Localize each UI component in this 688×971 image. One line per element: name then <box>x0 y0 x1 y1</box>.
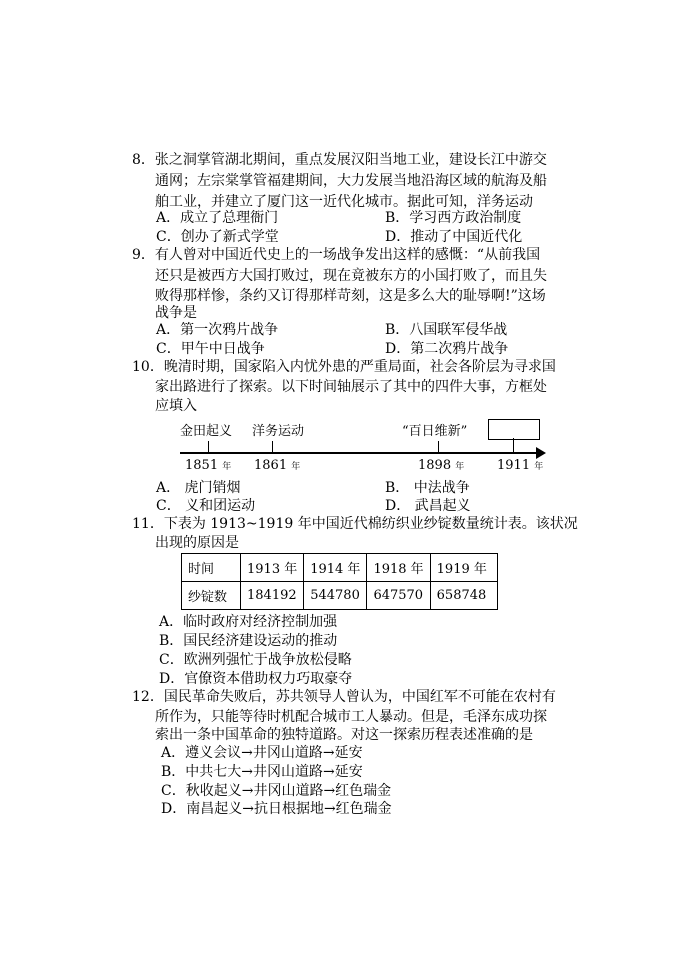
q8-option-d[interactable]: D．推动了中国近代化 <box>385 229 523 245</box>
q12-option-d[interactable]: D．南昌起义→抗日根据地→红色瑞金 <box>161 801 392 817</box>
q8-line-1: 8．张之洞掌管湖北期间，重点发展汉阳当地工业，建设长江中游交 <box>132 152 547 168</box>
q10-line-2: 家出路进行了探索。以下时间轴展示了其中的四件大事，方框处 <box>155 379 547 395</box>
q11-option-c[interactable]: C．欧洲列强忙于战争放松侵略 <box>159 652 352 668</box>
table-header-row <box>182 554 498 582</box>
q9-option-a[interactable]: A．第一次鸦片战争 <box>156 322 279 338</box>
q11-option-d[interactable]: D．官僚资本借助权力巧取豪夺 <box>159 671 353 687</box>
q9-line-2: 还只是被西方大国打败过，现在竟被东方的小国打败了，而且失 <box>155 268 547 284</box>
timeline-event-bairi: “百日维新” <box>402 424 468 439</box>
q12-option-c[interactable]: C．秋收起义→井冈山道路→红色瑞金 <box>161 783 392 799</box>
q10-line-1: 10．晚清时期，国家陷入内忧外患的严重局面，社会各阶层为寻求国 <box>132 359 556 375</box>
table-cell: 544780 <box>304 582 367 610</box>
q8-option-b[interactable]: B．学习西方政治制度 <box>385 210 522 226</box>
timeline-event-yangwu: 洋务运动 <box>252 424 305 439</box>
answer-blank-box <box>488 419 540 440</box>
timeline-year: 1898 年 <box>418 458 465 473</box>
table-cell: 1914 年 <box>304 554 367 582</box>
q8-option-c[interactable]: C．创办了新式学堂 <box>156 229 279 245</box>
q11-line-2: 出现的原因是 <box>155 535 239 551</box>
timeline <box>170 410 555 480</box>
q12-option-a[interactable]: A．遵义会议→井冈山道路→延安 <box>161 745 363 761</box>
table-cell: 1913 年 <box>241 554 304 582</box>
q12-line-2: 所作为，只能等待时机配合城市工人暴动。但是，毛泽东成功探 <box>155 709 547 725</box>
table-cell: 647570 <box>367 582 430 610</box>
q9-option-b[interactable]: B．八国联军侵华战 <box>385 322 508 338</box>
q11-option-b[interactable]: B．国民经济建设运动的推动 <box>159 633 338 649</box>
table-cell: 纱锭数 <box>182 582 241 610</box>
timeline-year: 1911 年 <box>497 458 544 473</box>
timeline-event-jintian: 金田起义 <box>180 424 233 439</box>
spindle-table <box>181 553 498 610</box>
timeline-year: 1861 年 <box>254 458 301 473</box>
q9-line-3: 败得那样惨，条约又订得那样苛刻，这是多么大的耻辱啊!”这场 <box>155 288 546 304</box>
q10-option-b[interactable]: B． 中法战争 <box>385 480 470 496</box>
q9-option-d[interactable]: D．第二次鸦片战争 <box>385 341 509 357</box>
table-cell: 184192 <box>241 582 304 610</box>
q12-line-1: 12．国民革命失败后，苏共领导人曾认为，中国红军不可能在农村有 <box>132 689 556 705</box>
q8-option-a[interactable]: A．成立了总理衙门 <box>156 210 279 226</box>
q11-line-1: 11．下表为 1913~1919 年中国近代棉纺织业纱锭数量统计表。该状况 <box>132 516 578 532</box>
q9-line-4: 战争是 <box>155 305 197 321</box>
q8-line-3: 舶工业，并建立了厦门这一近代化城市。据此可知，洋务运动 <box>155 194 533 210</box>
answer-box-stem <box>513 438 514 453</box>
q10-option-d[interactable]: D． 武昌起义 <box>385 498 471 514</box>
q9-option-c[interactable]: C．甲午中日战争 <box>156 341 265 357</box>
q10-line-3: 应填入 <box>155 398 197 414</box>
timeline-year: 1851 年 <box>185 458 232 473</box>
table-cell: 时间 <box>182 554 241 582</box>
table-row <box>182 582 498 610</box>
q11-option-a[interactable]: A．临时政府对经济控制加强 <box>159 614 338 630</box>
q12-line-3: 索出一条中国革命的独特道路。对这一探索历程表述准确的是 <box>155 727 533 743</box>
table-cell: 1918 年 <box>367 554 430 582</box>
q10-option-c[interactable]: C． 义和团运动 <box>156 498 256 514</box>
table-cell: 658748 <box>430 582 497 610</box>
q12-option-b[interactable]: B．中共七大→井冈山道路→延安 <box>161 764 363 780</box>
q8-line-2: 通网；左宗棠掌管福建期间，大力发展当地沿海区域的航海及船 <box>155 173 547 189</box>
q10-option-a[interactable]: A． 虎门销烟 <box>156 480 241 496</box>
timeline-axis <box>180 452 540 454</box>
table-cell: 1919 年 <box>430 554 497 582</box>
q9-line-1: 9．有人曾对中国近代史上的一场战争发出这样的感慨：“从前我国 <box>132 247 541 263</box>
